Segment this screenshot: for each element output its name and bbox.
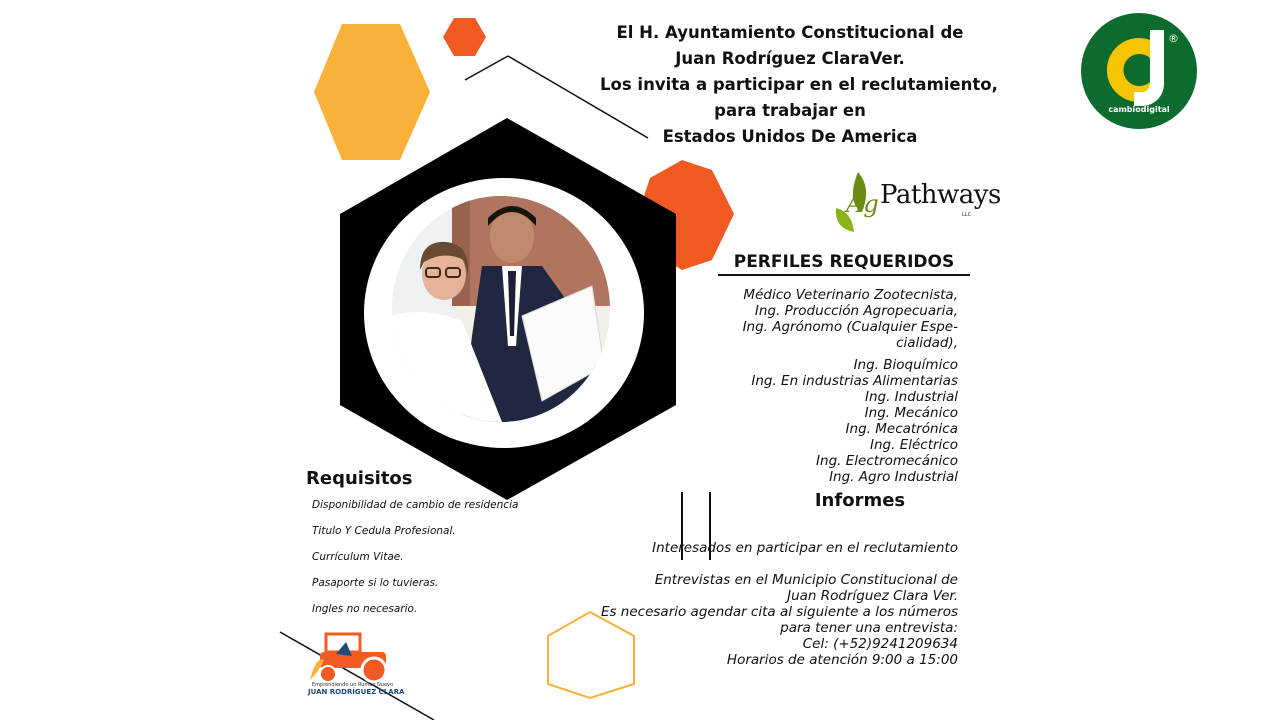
perfil-item: Ing. Mecánico [864, 405, 958, 421]
header-line: Los invita a participar en el reclutamiento, [600, 75, 998, 94]
perfil-item: Ing. Agro Industrial [829, 469, 958, 485]
requisito-item: Pasaporte si lo tuvieras. [312, 577, 439, 589]
requisito-item: Titulo Y Cedula Profesional. [312, 525, 456, 537]
header-line: Estados Unidos De America [662, 127, 918, 146]
header-line: Juan Rodríguez ClaraVer. [675, 49, 905, 68]
perfil-item: Ing. Mecatrónica [845, 421, 958, 437]
informes-intro: Interesados en participar en el reclutamiento [652, 540, 958, 556]
agpathways-ag: Ag [846, 190, 879, 218]
municipio-slogan: Emprendiendo un Rumbo Nuevo [312, 682, 394, 688]
header-line: El H. Ayuntamiento Constitucional de [616, 23, 964, 42]
header-invitation [600, 20, 998, 150]
cambiodigital-logo [1080, 12, 1198, 130]
informes-line: Es necesario agendar cita al siguiente a los números [600, 604, 958, 620]
cambiodigital-text: cambiodigital [1108, 105, 1170, 114]
diagonal-line-top [465, 56, 508, 80]
perfil-item: Médico Veterinario Zootecnista, [743, 287, 958, 303]
informes-details [601, 572, 958, 668]
perfil-item: Ing. Industrial [864, 389, 958, 405]
requisitos-list [312, 498, 518, 628]
municipio-logo [306, 630, 405, 704]
requisito-item: Ingles no necesario. [312, 603, 418, 615]
yellow-hexagon [314, 24, 430, 160]
agpathways-name: Pathways [880, 180, 1001, 210]
requisito-item: Disponibilidad de cambio de residencia [312, 499, 519, 511]
perfil-item: cialidad), [896, 335, 958, 351]
perfiles-title: PERFILES REQUERIDOS [718, 252, 970, 276]
perfil-item: Ing. Eléctrico [870, 437, 958, 453]
small-orange-hexagon [443, 18, 486, 56]
agpathways-suffix: LLC [962, 212, 972, 218]
informes-title: Informes [814, 490, 906, 511]
informes-hours: Horarios de atención 9:00 a 15:00 [726, 652, 958, 668]
agpathways-logo [828, 168, 1001, 238]
perfil-item: Ing. Bioquímico [853, 357, 958, 373]
municipio-name: JUAN RODRÍGUEZ CLARA [308, 688, 405, 696]
cambiodigital-mark: ® [1168, 32, 1179, 45]
tractor-icon [306, 630, 400, 686]
perfil-item: Ing. En industrias Alimentarias [751, 373, 958, 389]
informes-line: Juan Rodríguez Clara Ver. [787, 588, 958, 604]
perfil-item: Ing. Agrónomo (Cualquier Espe- [742, 319, 958, 335]
header-line: para trabajar en [714, 101, 866, 120]
perfil-item: Ing. Electromecánico [816, 453, 958, 469]
photo-two-professionals [392, 196, 610, 422]
perfiles-list [690, 287, 958, 485]
informes-line: Entrevistas en el Municipio Constitucional de [654, 572, 958, 588]
requisito-item: Currículum Vitae. [312, 551, 404, 563]
informes-intro-block [652, 540, 958, 556]
requisitos-title: Requisitos [306, 468, 413, 489]
perfil-item: Ing. Producción Agropecuaria, [754, 303, 958, 319]
informes-line: para tener una entrevista: [780, 620, 958, 636]
informes-phone: Cel: (+52)9241209634 [802, 636, 958, 652]
